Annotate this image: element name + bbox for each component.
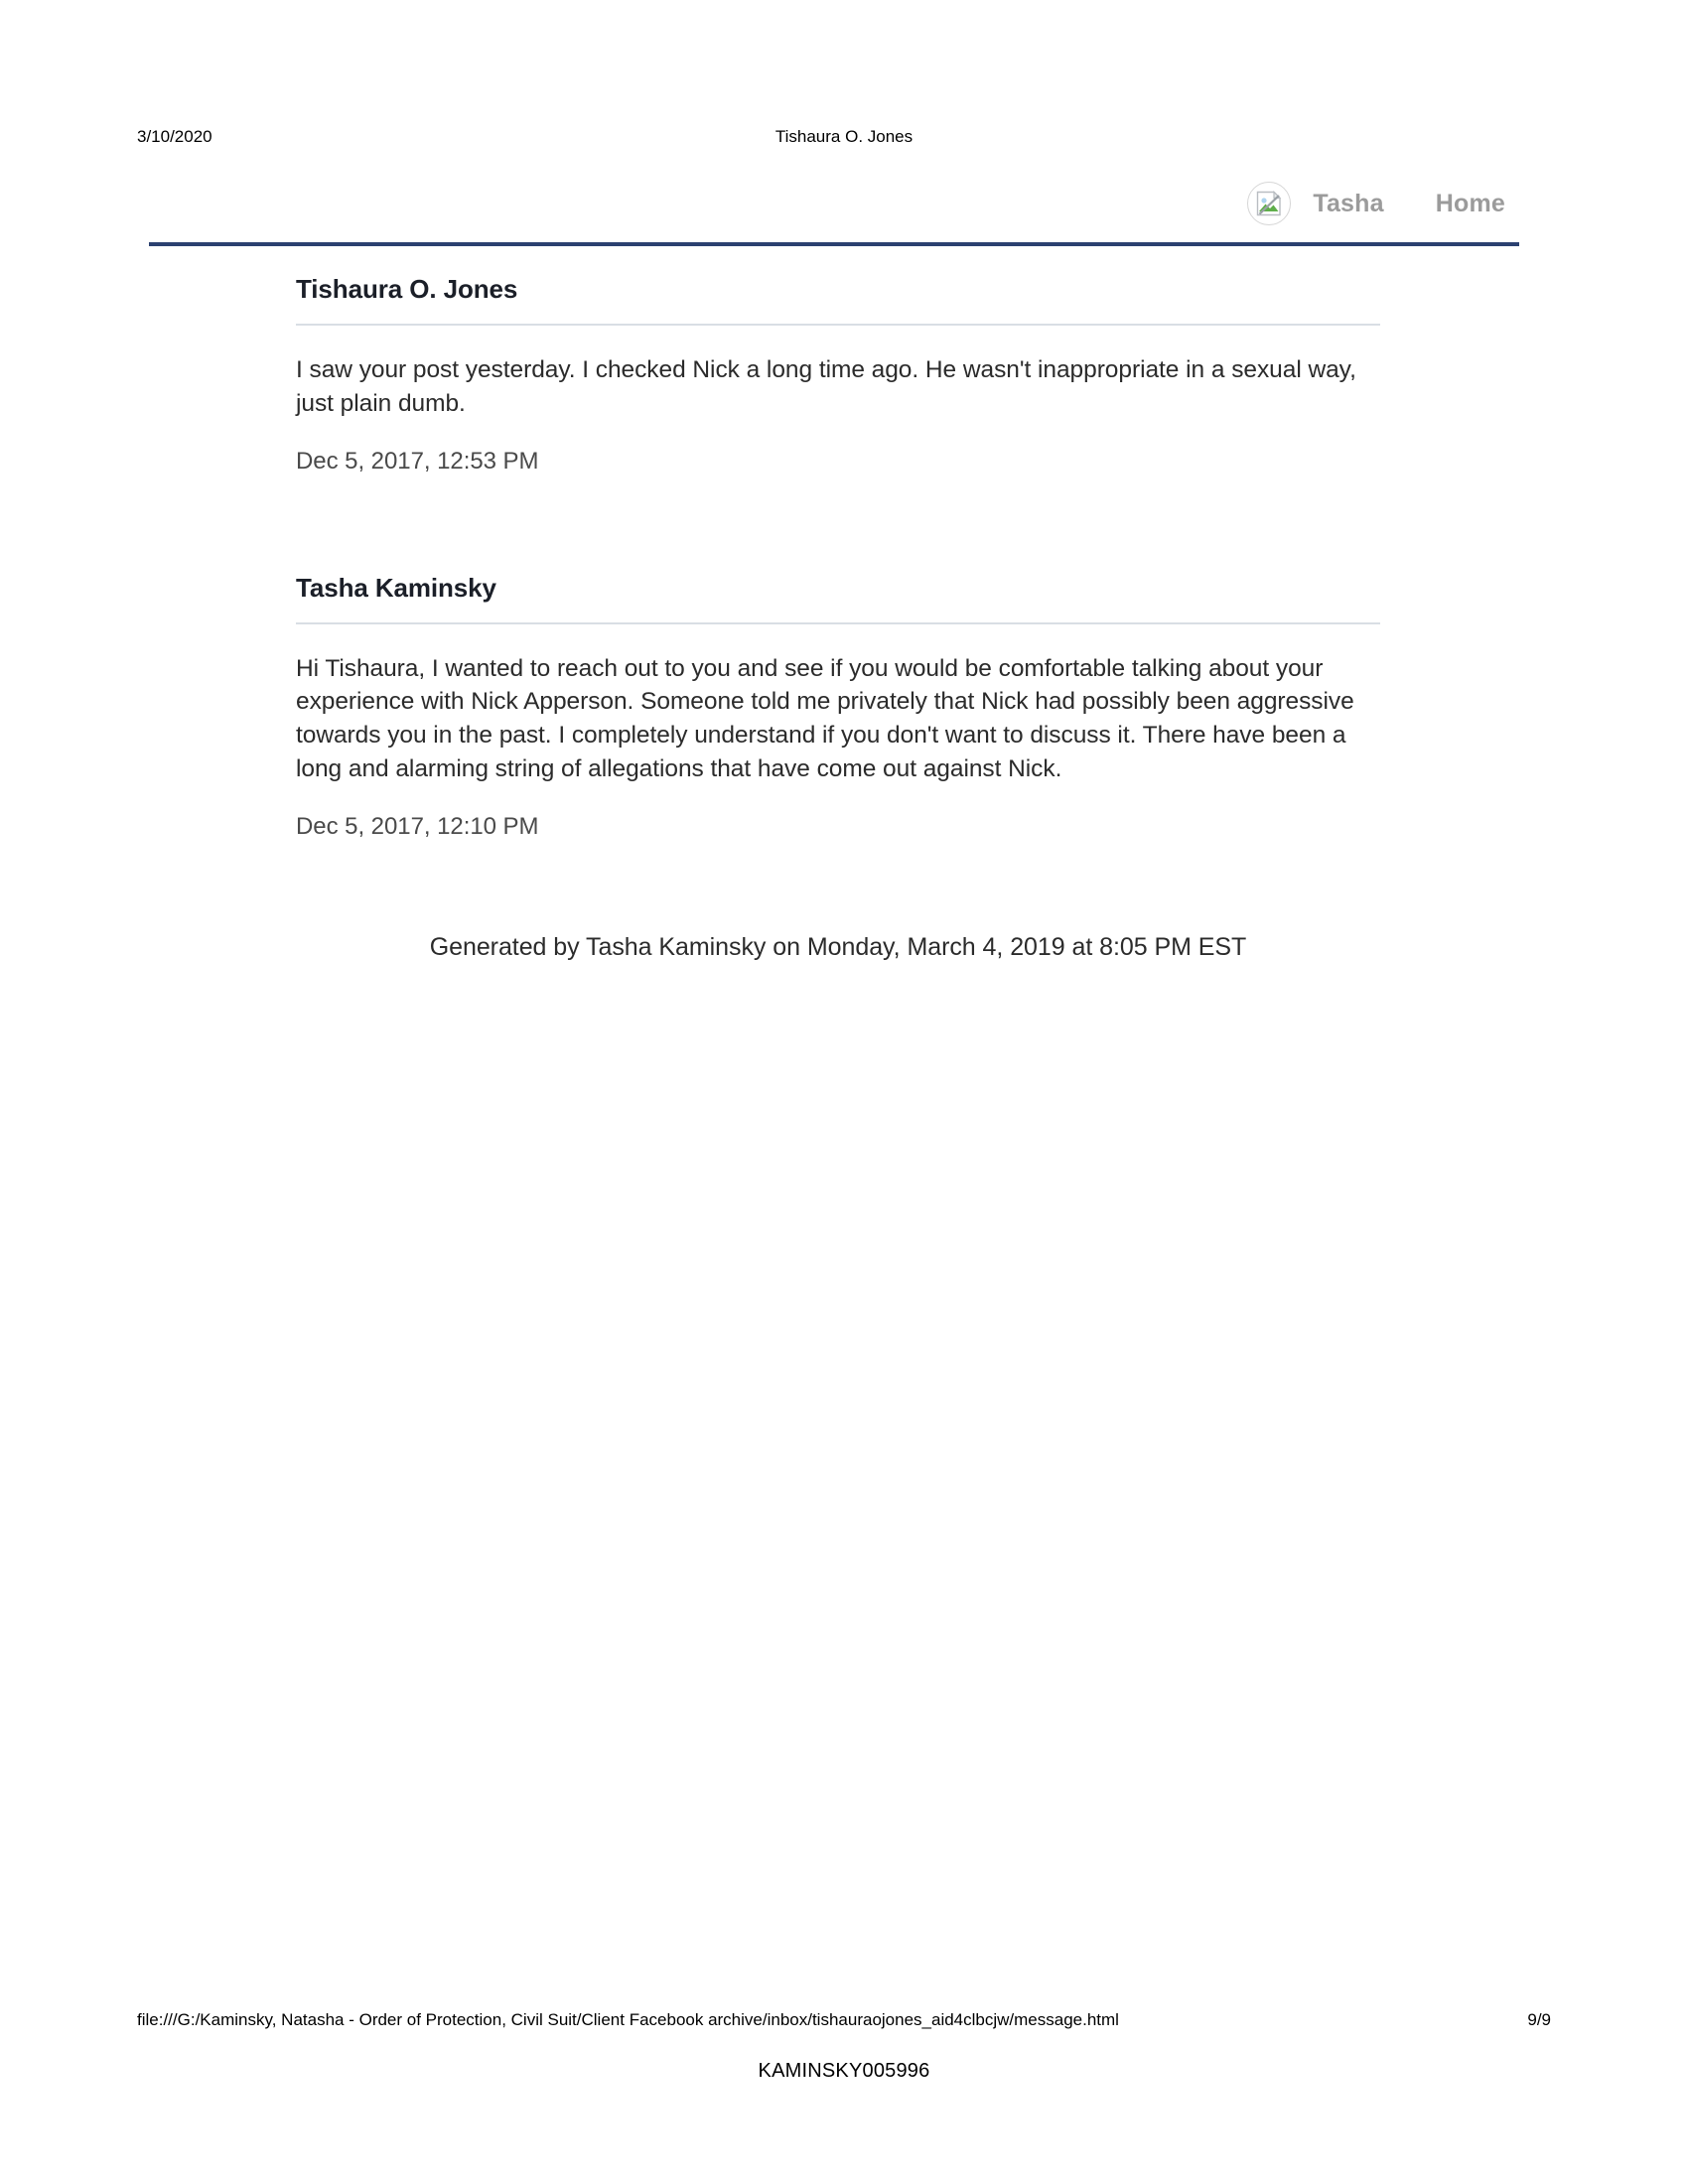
top-navigation-bar: [149, 169, 1519, 238]
print-footer: [0, 2010, 1688, 2036]
message-sender-name: Tishaura O. Jones: [296, 274, 518, 304]
nav-link-user[interactable]: Tasha: [1313, 189, 1384, 217]
print-header-title: Tishaura O. Jones: [774, 127, 914, 146]
message-thread: [296, 246, 1380, 962]
footer-page-number: 9/9: [1527, 2010, 1551, 2029]
print-date: 3/10/2020: [137, 127, 212, 146]
page-container: [149, 169, 1519, 962]
message-item: [296, 274, 1380, 476]
footer-source-url: file:///G:/Kaminsky, Natasha - Order of Protection, Civil Suit/Client Facebook archive/inbox/tishauraojones_aid4clbcjw/message.html: [137, 2010, 1119, 2029]
message-body: I saw your post yesterday. I checked Nick a long time ago. He wasn't inappropriate in a sexual way, just plain dumb.: [296, 356, 1356, 417]
message-body: Hi Tishaura, I wanted to reach out to you and see if you would be comfortable talking about your experience with Nick Apperson. Someone told me privately that Nick had possibly been aggressive towards you in the past. I completely understand if you don't want to discuss it. There have been a long and alarming string of allegations that have come out against Nick.: [296, 654, 1354, 782]
broken-image-placeholder-icon: [1247, 182, 1291, 225]
message-sender-name: Tasha Kaminsky: [296, 572, 496, 603]
nav-link-home[interactable]: Home: [1435, 189, 1505, 217]
print-header: [0, 127, 1688, 151]
message-timestamp: Dec 5, 2017, 12:10 PM: [296, 812, 539, 840]
message-timestamp: Dec 5, 2017, 12:53 PM: [296, 447, 539, 475]
generated-by-line: Generated by Tasha Kaminsky on Monday, March 4, 2019 at 8:05 PM EST: [429, 932, 1247, 961]
bates-number: KAMINSKY005996: [758, 2060, 930, 2082]
message-item: [296, 573, 1380, 841]
